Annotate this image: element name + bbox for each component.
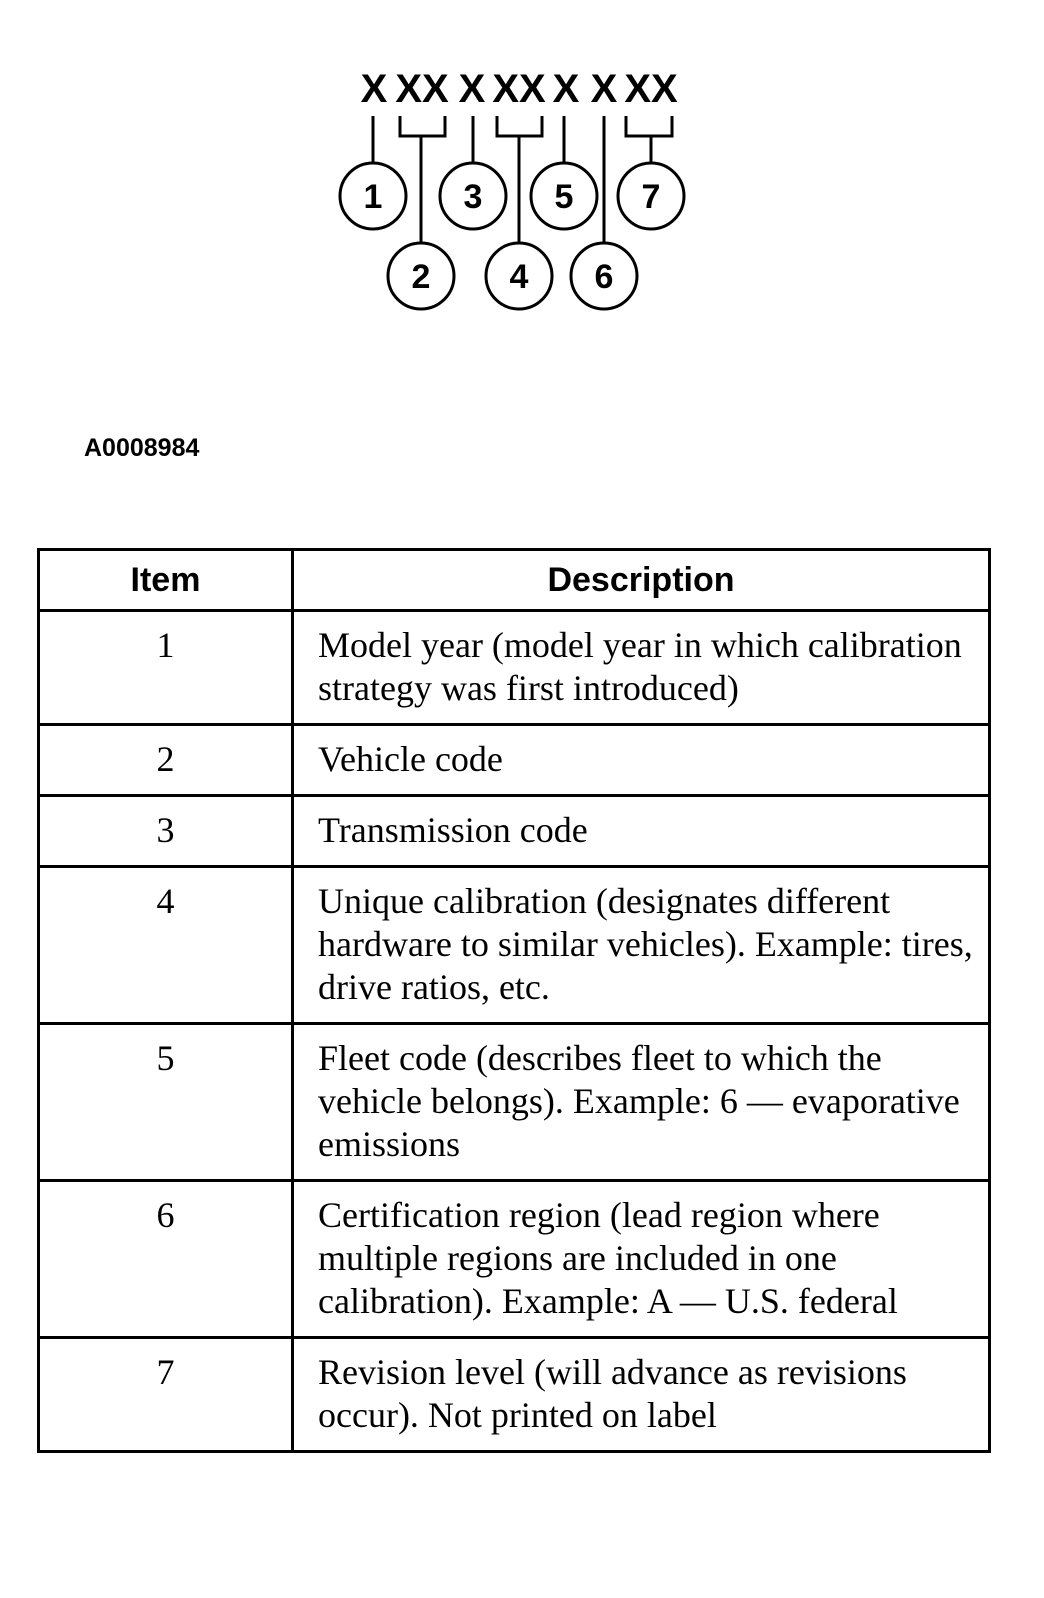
item-number: 1: [39, 611, 293, 725]
callout-label-4: 4: [509, 258, 529, 296]
description-table: [37, 548, 991, 1453]
table-row: [39, 867, 990, 1024]
table-row: [39, 725, 990, 796]
item-number: 4: [39, 867, 293, 1024]
calibration-code-diagram: [0, 0, 1044, 330]
item-number: 3: [39, 796, 293, 867]
item-description: Fleet code (describes fleet to which the vehicle belongs). Example: 6 — evaporative emissions: [293, 1024, 990, 1181]
code-group-6: X: [590, 67, 618, 111]
table-row: [39, 1338, 990, 1452]
code-group-4: XX: [492, 67, 546, 111]
figure-id: A0008984: [84, 434, 200, 462]
item-description: Model year (model year in which calibration strategy was first introduced): [293, 611, 990, 725]
item-description: Vehicle code: [293, 725, 990, 796]
table-row: [39, 1181, 990, 1338]
table-row: [39, 796, 990, 867]
item-description: Transmission code: [293, 796, 990, 867]
table-header-row: [39, 550, 990, 611]
code-group-1: X: [360, 67, 388, 111]
item-number: 2: [39, 725, 293, 796]
code-group-7: XX: [624, 67, 678, 111]
code-group-5: X: [552, 67, 580, 111]
callout-label-6: 6: [594, 258, 614, 296]
callout-label-1: 1: [363, 178, 383, 216]
item-number: 6: [39, 1181, 293, 1338]
item-description: Unique calibration (designates different hardware to similar vehicles). Example: tires, drive ratios, etc.: [293, 867, 990, 1024]
header-item: Item: [39, 550, 293, 611]
callout-label-7: 7: [641, 178, 661, 216]
item-description: Revision level (will advance as revisions occur). Not printed on label: [293, 1338, 990, 1452]
callout-label-5: 5: [554, 178, 574, 216]
item-number: 5: [39, 1024, 293, 1181]
item-description: Certification region (lead region where multiple regions are included in one calibration). Example: A — U.S. federal: [293, 1181, 990, 1338]
code-group-3: X: [458, 67, 486, 111]
code-group-2: XX: [395, 67, 449, 111]
header-description: Description: [293, 550, 990, 611]
table-row: [39, 611, 990, 725]
item-number: 7: [39, 1338, 293, 1452]
table-row: [39, 1024, 990, 1181]
callout-label-2: 2: [411, 258, 431, 296]
callout-label-3: 3: [463, 178, 483, 216]
